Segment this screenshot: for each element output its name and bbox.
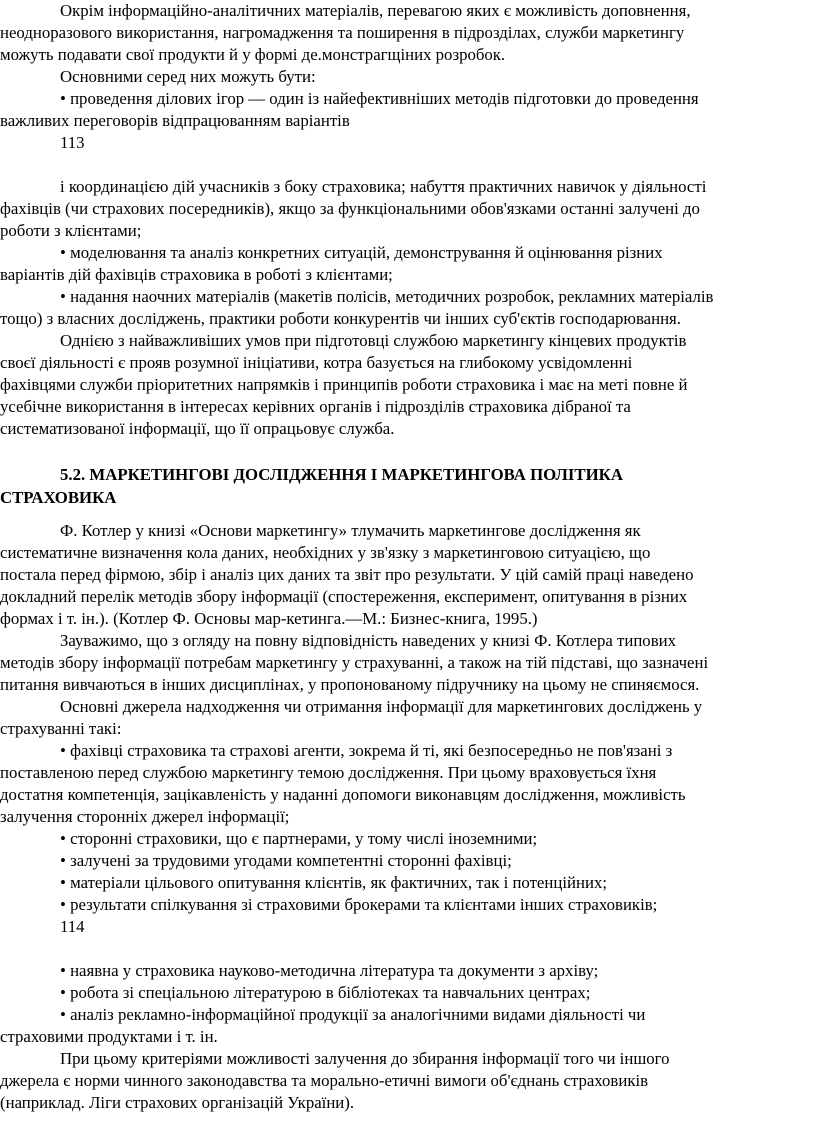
paragraph-line: систематичне визначення кола даних, необхідних у зв'язку з маркетинговою ситуацією, що <box>0 543 651 562</box>
paragraph-line: Однією з найважливіших умов при підготовці службою маркетингу кінцевих продуктів <box>60 331 687 350</box>
bullet-line: • моделювання та аналіз конкретних ситуацій, демонстрування й оцінювання різних <box>60 243 663 262</box>
paragraph-line: При цьому критеріями можливості залучення до збирання інформації того чи іншого <box>60 1049 670 1068</box>
paragraph-line: постала перед фірмою, збір і аналіз цих даних та звіт про результати. У цій самій праці наведено <box>0 565 694 584</box>
paragraph-line: і координацією дій учасників з боку страховика; набуття практичних навичок у діяльності <box>60 177 707 196</box>
section-heading: СТРАХОВИКА <box>0 488 117 507</box>
paragraph-line: можуть подавати свої продукти й у формі де.монстрагщіних розробок. <box>0 45 506 64</box>
bullet-line: • результати спілкування зі страховими брокерами та клієнтами інших страховиків; <box>60 895 658 914</box>
paragraph-line: фахівців (чи страхових посередників), якщо за функціональними обов'язками останні залучені до <box>0 199 700 218</box>
paragraph-line: Основні джерела надходження чи отримання інформації для маркетингових досліджень у <box>60 697 703 716</box>
paragraph-line: Зауважимо, що з огляду на повну відповідність наведених у книзі Ф. Котлера типових <box>60 631 676 650</box>
paragraph-line: усебічне використання в інтересах керівних органів і підрозділів страховика дібраної та <box>0 397 631 416</box>
paragraph-line: важливих переговорів відпрацюванням варіантів <box>0 111 350 130</box>
bullet-line: • фахівці страховика та страхові агенти, зокрема й ті, які безпосередньо не пов'язані з <box>60 741 673 760</box>
page-number: 113 <box>60 133 85 152</box>
paragraph-line: Окрім інформаційно-аналітичних матеріалів, перевагою яких є можливість доповнення, <box>60 1 691 20</box>
bullet-line: • наявна у страховика науково-методична література та документи з архіву; <box>60 961 599 980</box>
bullet-line: • матеріали цільового опитування клієнтів, як фактичних, так і потенційних; <box>60 873 608 892</box>
bullet-line: • сторонні страховики, що є партнерами, у тому числі іноземними; <box>60 829 538 848</box>
paragraph-line: страховими продуктами і т. ін. <box>0 1027 218 1046</box>
paragraph-line: систематизованої інформації, що її опрацьовує служба. <box>0 419 395 438</box>
paragraph-line: докладний перелік методів збору інформації (спостереження, експеримент, опитування в різних <box>0 587 688 606</box>
paragraph-line: неодноразового використання, нагромадження та поширення в підрозділах, служби маркетингу <box>0 23 685 42</box>
bullet-line: • надання наочних матеріалів (макетів полісів, методичних розробок, рекламних матеріалів <box>60 287 714 306</box>
paragraph-line: (наприклад. Ліги страхових організацій України). <box>0 1093 355 1112</box>
paragraph-line: методів збору інформації потребам маркетингу у страхуванні, а також на тій підставі, що зазначені <box>0 653 709 672</box>
page-number: 114 <box>60 917 85 936</box>
paragraph-line: страхуванні такі: <box>0 719 122 738</box>
paragraph-line: достатня компетенція, зацікавленість у наданні допомоги виконавцям дослідження, можливість <box>0 785 686 804</box>
bullet-line: • робота зі спеціальною літературою в бібліотеках та навчальних центрах; <box>60 983 591 1002</box>
paragraph-line: своєї діяльності є прояв розумної ініціативи, котра базується на глибокому усвідомленні <box>0 353 633 372</box>
bullet-line: • проведення ділових ігор — один із найефективніших методів підготовки до проведення <box>60 89 699 108</box>
section-heading: 5.2. МАРКЕТИНГОВІ ДОСЛІДЖЕННЯ І МАРКЕТИНГОВА ПОЛІТИКА <box>60 465 623 484</box>
paragraph-line: тощо) з власних досліджень, практики роботи конкурентів чи інших суб'єктів господарювання. <box>0 309 681 328</box>
paragraph-line: Ф. Котлер у книзі «Основи маркетингу» тлумачить маркетингове дослідження як <box>60 521 641 540</box>
bullet-line: • залучені за трудовими угодами компетентні сторонні фахівці; <box>60 851 512 870</box>
paragraph-line: варіантів дій фахівців страховика в роботі з клієнтами; <box>0 265 393 284</box>
paragraph-line: Основними серед них можуть бути: <box>60 67 316 86</box>
paragraph-line: поставленою перед службою маркетингу темою дослідження. При цьому враховується їхня <box>0 763 657 782</box>
bullet-line: • аналіз рекламно-інформаційної продукції за аналогічними видами діяльності чи <box>60 1005 646 1024</box>
paragraph-line: формах і т. ін.). (Котлер Ф. Основы мар-кетинга.—М.: Бизнес-книга, 1995.) <box>0 609 538 628</box>
paragraph-line: джерела є норми чинного законодавства та морально-етичні вимоги об'єднань страховиків <box>0 1071 649 1090</box>
paragraph-line: роботи з клієнтами; <box>0 221 142 240</box>
paragraph-line: залучення сторонніх джерел інформації; <box>0 807 290 826</box>
paragraph-line: фахівцями служби пріоритетних напрямків і принципів роботи страховика і має на меті повне й <box>0 375 688 394</box>
paragraph-line: питання вивчаються в інших дисциплінах, у пропонованому підручнику на цьому не спиняємося. <box>0 675 700 694</box>
